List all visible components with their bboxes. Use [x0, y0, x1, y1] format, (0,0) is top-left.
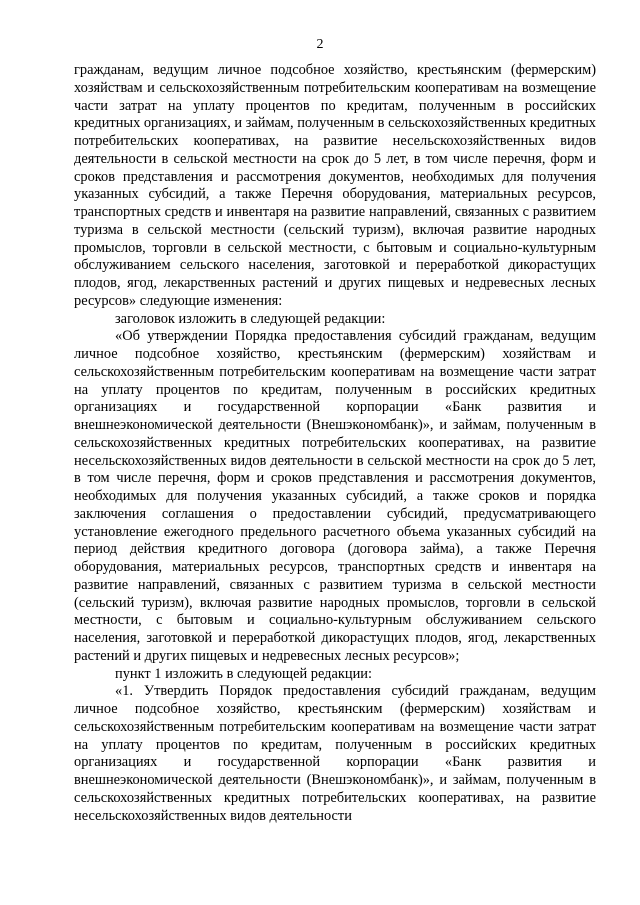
paragraph-point1-text: «1. Утвердить Порядок предоставления субсидий гражданам, ведущим личное подсобное хозяйство, крестьянским (фермерским) хозяйствам и сельскохозяйственным потребительским кооперативам на возмещение части затрат на уплату процентов по кредитам, полученным в российских кредитных организациях и государственной корпорации «Банк развития и внешнеэкономической деятельности (Внешэкономбанк)», и займам, полученным в сельскохозяйственных кредитных потребительских кооперативах, на развитие несельскохозяйственных видов деятельности — [74, 683, 596, 824]
paragraph-point1-instruction: пункт 1 изложить в следующей редакции: — [115, 665, 372, 682]
document-body — [74, 62, 596, 825]
paragraph-title-instruction: заголовок изложить в следующей редакции: — [115, 310, 386, 327]
paragraph-new-title: «Об утверждении Порядка предоставления субсидий гражданам, ведущим личное подсобное хозяйство, крестьянским (фермерским) хозяйствам и сельскохозяйственным потребительским кооперативам на возмещение части затрат на уплату процентов по кредитам, полученным в российских кредитных организациях и государственной корпорации «Банк развития и внешнеэкономической деятельности (Внешэкономбанк)», и займам, полученным в сельскохозяйственных кредитных потребительских кооперативах, на развитие несельскохозяйственных видов деятельности в сельской местности на срок до 5 лет, в том числе перечня, форм и сроков представления и рассмотрения документов, необходимых для получения указанных субсидий, а также сроков и порядка заключения соглашения о предоставлении субсидий, предусматривающего установление ежегодного предельного расчетного объема указанных субсидий на период действия кредитного договора (договора займа), а также Перечня оборудования, материальных ресурсов, транспортных средств и инвентаря на развитие направлений, связанных с развитием туризма в сельской местности (сельский туризм), включая развитие народных промыслов, торговли в сельской местности, с бытовым и социально-культурным обслуживанием сельского населения, заготовкой и переработкой дикорастущих плодов, ягод, лекарственных растений и других пищевых и недревесных лесных ресурсов»; — [74, 328, 596, 664]
page-number: 2 — [316, 37, 324, 52]
paragraph-amended-title-continuation: гражданам, ведущим личное подсобное хозяйство, крестьянским (фермерским) хозяйствам и сельскохозяйственным потребительским кооперативам на возмещение части затрат на уплату процентов по кредитам, полученным в российских кредитных организациях, и займам, полученным в сельскохозяйственных кредитных потребительских кооперативах, на развитие несельскохозяйственных видов деятельности в сельской местности на срок до 5 лет, в том числе перечня, форм и сроков представления и рассмотрения документов, необходимых для получения указанных субсидий, а также Перечня оборудования, материальных ресурсов, транспортных средств и инвентаря на развитие направлений, связанных с развитием туризма в сельской местности (сельский туризм), включая развитие народных промыслов, торговли в сельской местности, с бытовым и социально-культурным обслуживанием сельского населения, заготовкой и переработкой дикорастущих плодов, ягод, лекарственных растений и других пищевых и недревесных лесных ресурсов» следующие изменения: — [74, 62, 596, 309]
